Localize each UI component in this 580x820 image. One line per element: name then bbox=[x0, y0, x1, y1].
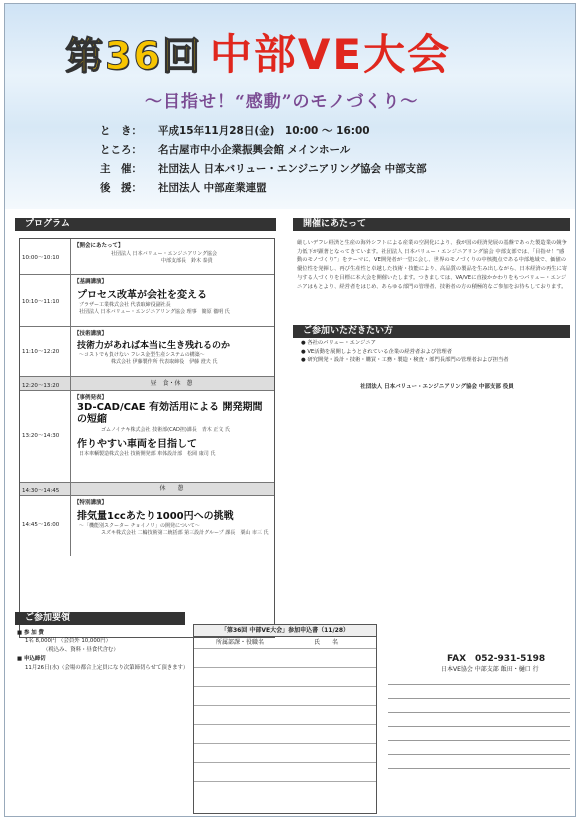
hero-banner bbox=[5, 4, 575, 209]
form-row[interactable] bbox=[194, 763, 376, 782]
officer-list: 社団法人 日本バリュー・エンジニアリング協会 中部支部 役員 bbox=[360, 384, 514, 390]
form-row[interactable] bbox=[194, 649, 376, 668]
form-row[interactable] bbox=[194, 725, 376, 744]
purpose-text: 厳しいデフレ経済と生産の海外シフトによる産業の空洞化により、我が国の経済発展の基盤であった製造業の競争力低下が顕著となってきています。社団法人 日本バリュー・エンジニアリング協会 中部支部では、「目指せ！“感動のモノづくり”」をテーマに、VE開発者が一堂に会し、世界のモノづくりの中核拠点である中部地域で、価値の優位性を発揮し、再び生産性と卓越した技術・技能により、高品質の製品を生み出しながら、日本経済の再生に寄与する人づくりを目標に本大会を開催いたします。つきましては、VA/VEに直接かかわりをもつバリュー・エンジニアはもとより、経営者をはじめ、あらゆる部門の管理者、技術者の方の積極的なご参加をお待ちしております。 bbox=[297, 240, 568, 290]
guide-text: ■ 参 加 費 1名 8,000円 （会員外 10,000円） （税込み、資料・昼食代含む） ■ 申込締切 11月26日(水)（会場の都合上定員になり次第締切らせて頂きます） bbox=[17, 630, 189, 671]
form-row[interactable] bbox=[194, 782, 376, 812]
program-row: 12:20〜13:20 昼 食・休 憩 bbox=[20, 377, 274, 391]
info-row: ところ： 名古屋市中小企業振興会館 メインホール bbox=[100, 144, 351, 156]
program-row: 13:20〜14:30 【事例発表】 3D-CAD/CAE 有効活用による 開発期間の短縮 ゴムノイナキ株式会社 技術部(CAD担)課長 青木 正文 氏 作りやすい車両を目指して 日本車輌製造株式会社 技術開発部 車体設計部 松岡 康司 氏 bbox=[20, 391, 274, 483]
audience-list bbox=[301, 339, 509, 365]
info-row: 主 催： 社団法人 日本バリュー・エンジニアリング協会 中部支部 bbox=[100, 163, 427, 175]
program-row: 14:30〜14:45 休 憩 bbox=[20, 483, 274, 496]
guide-heading: ご参加要領 bbox=[15, 612, 185, 625]
info-row: 後 援： 社団法人 中部産業連盟 bbox=[100, 182, 267, 194]
info-row: と き： 平成15年11月28日(金) 10:00 〜 16:00 bbox=[100, 125, 370, 137]
flyer bbox=[4, 3, 576, 817]
form-row[interactable] bbox=[194, 744, 376, 763]
list-item: ● 研究開発・設計・技術・購買・工務・製造・検査・部門長部門の管理者および担当者 bbox=[301, 357, 509, 364]
audience-heading: ご参加いただきたい方 bbox=[293, 325, 570, 338]
event-info bbox=[100, 122, 427, 198]
program-row: 11:10〜12:20 【技術講演】 技術力があれば本当に生き残れるのか 〜コストでも負けない フレス金型生産システムの構築〜 株式会社 伊藤製作所 代表取締役 伊藤 澄夫 氏 bbox=[20, 327, 274, 377]
form-row[interactable] bbox=[194, 706, 376, 725]
purpose-heading: 開催にあたって bbox=[293, 218, 570, 231]
list-item: ● VE活動を展開しようとされている企業の経営者および管理者 bbox=[301, 348, 453, 355]
event-subtitle: 〜目指せ！“感動”のモノづくり〜 bbox=[145, 92, 419, 112]
program-row: 10:10〜11:10 【基調講演】 プロセス改革が会社を変える ブラザー工業株式会社 代表取締役副社長 社団法人 日本バリュー・エンジニアリング協会 理事 簡原 徹明 氏 bbox=[20, 275, 274, 327]
form-row[interactable] bbox=[194, 668, 376, 687]
program-row: 14:45〜16:00 【特別講演】 排気量1ccあたり1000円への挑戦 〜「機能別スクーター チョイノリ」の開発について〜 スズキ株式会社 二輪技術第二統括部 第三設計グループ 課長 粟山 市三 氏 bbox=[20, 496, 274, 556]
program-table bbox=[19, 238, 275, 638]
fax-number: FAX 052-931-5198 bbox=[447, 654, 546, 664]
program-row: 10:00〜10:10 【開会にあたって】 社団法人 日本バリュー・エンジニアリング協会 中部支部長 鈴木 泰貴 bbox=[20, 239, 274, 275]
application-form: 「第36回 中部VE大会」参加申込書（11/28） 所属部課・役職名 氏 名 bbox=[193, 624, 377, 814]
event-title: 第36回 中部VE大会 bbox=[65, 30, 452, 79]
list-item: ● 各社のバリュー・エンジニア bbox=[301, 340, 376, 346]
fax-recipient: 日本VE協会 中部支部 飯田・樋口 行 bbox=[441, 666, 539, 673]
program-heading: プログラム bbox=[15, 218, 276, 231]
form-row[interactable] bbox=[194, 687, 376, 706]
